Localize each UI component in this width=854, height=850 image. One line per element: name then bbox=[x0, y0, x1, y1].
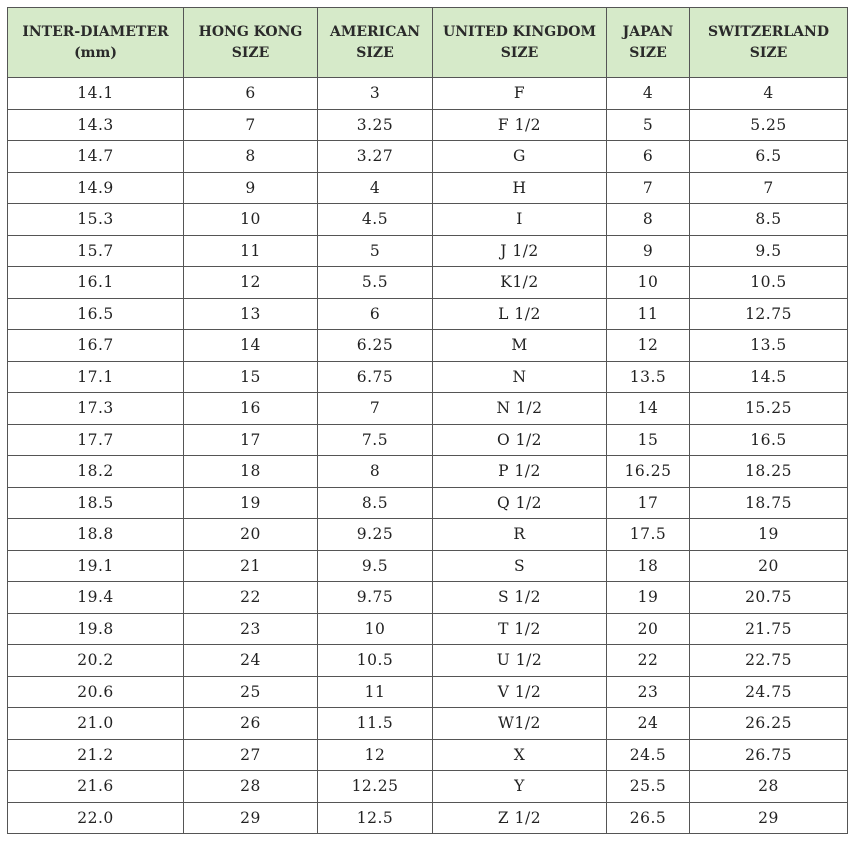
cell-japan: 4 bbox=[607, 78, 690, 110]
cell-japan: 9 bbox=[607, 235, 690, 267]
cell-hong-kong: 19 bbox=[184, 487, 318, 519]
table-body bbox=[8, 78, 848, 834]
cell-hong-kong: 20 bbox=[184, 519, 318, 551]
cell-hong-kong: 29 bbox=[184, 802, 318, 834]
cell-japan: 14 bbox=[607, 393, 690, 425]
cell-hong-kong: 6 bbox=[184, 78, 318, 110]
cell-japan: 24.5 bbox=[607, 739, 690, 771]
cell-switzerland: 26.75 bbox=[690, 739, 848, 771]
cell-inter-diameter: 21.2 bbox=[8, 739, 184, 771]
cell-american: 3 bbox=[318, 78, 433, 110]
cell-japan: 19 bbox=[607, 582, 690, 614]
cell-united-kingdom: S 1/2 bbox=[433, 582, 607, 614]
table-row bbox=[8, 298, 848, 330]
cell-hong-kong: 8 bbox=[184, 141, 318, 173]
cell-switzerland: 4 bbox=[690, 78, 848, 110]
cell-american: 9.75 bbox=[318, 582, 433, 614]
table-row bbox=[8, 802, 848, 834]
cell-united-kingdom: Y bbox=[433, 771, 607, 803]
header-row bbox=[8, 8, 848, 78]
cell-japan: 16.25 bbox=[607, 456, 690, 488]
cell-japan: 15 bbox=[607, 424, 690, 456]
cell-japan: 11 bbox=[607, 298, 690, 330]
table-row bbox=[8, 78, 848, 110]
cell-switzerland: 6.5 bbox=[690, 141, 848, 173]
cell-switzerland: 18.25 bbox=[690, 456, 848, 488]
header-american-size: AMERICAN SIZE bbox=[318, 8, 433, 78]
table-header bbox=[8, 8, 848, 78]
header-inter-diameter: INTER-DIAMETER (mm) bbox=[8, 8, 184, 78]
header-japan-size: JAPAN SIZE bbox=[607, 8, 690, 78]
table-row bbox=[8, 771, 848, 803]
cell-united-kingdom: F bbox=[433, 78, 607, 110]
cell-japan: 24 bbox=[607, 708, 690, 740]
cell-united-kingdom: V 1/2 bbox=[433, 676, 607, 708]
cell-hong-kong: 26 bbox=[184, 708, 318, 740]
cell-inter-diameter: 19.8 bbox=[8, 613, 184, 645]
cell-united-kingdom: O 1/2 bbox=[433, 424, 607, 456]
table-row bbox=[8, 582, 848, 614]
cell-american: 7.5 bbox=[318, 424, 433, 456]
cell-united-kingdom: G bbox=[433, 141, 607, 173]
header-switzerland-size: SWITZERLAND SIZE bbox=[690, 8, 848, 78]
cell-switzerland: 8.5 bbox=[690, 204, 848, 236]
table-row bbox=[8, 519, 848, 551]
cell-switzerland: 13.5 bbox=[690, 330, 848, 362]
cell-united-kingdom: J 1/2 bbox=[433, 235, 607, 267]
table-row bbox=[8, 708, 848, 740]
cell-inter-diameter: 21.6 bbox=[8, 771, 184, 803]
cell-united-kingdom: S bbox=[433, 550, 607, 582]
cell-united-kingdom: W1/2 bbox=[433, 708, 607, 740]
cell-switzerland: 16.5 bbox=[690, 424, 848, 456]
cell-hong-kong: 23 bbox=[184, 613, 318, 645]
cell-japan: 10 bbox=[607, 267, 690, 299]
cell-inter-diameter: 19.1 bbox=[8, 550, 184, 582]
cell-inter-diameter: 14.3 bbox=[8, 109, 184, 141]
cell-switzerland: 22.75 bbox=[690, 645, 848, 677]
cell-american: 12.5 bbox=[318, 802, 433, 834]
cell-switzerland: 26.25 bbox=[690, 708, 848, 740]
cell-switzerland: 12.75 bbox=[690, 298, 848, 330]
cell-united-kingdom: X bbox=[433, 739, 607, 771]
cell-switzerland: 9.5 bbox=[690, 235, 848, 267]
cell-japan: 6 bbox=[607, 141, 690, 173]
table-row bbox=[8, 330, 848, 362]
cell-inter-diameter: 19.4 bbox=[8, 582, 184, 614]
cell-american: 5.5 bbox=[318, 267, 433, 299]
cell-american: 11.5 bbox=[318, 708, 433, 740]
cell-japan: 17.5 bbox=[607, 519, 690, 551]
cell-united-kingdom: I bbox=[433, 204, 607, 236]
cell-japan: 7 bbox=[607, 172, 690, 204]
cell-hong-kong: 10 bbox=[184, 204, 318, 236]
table-row bbox=[8, 613, 848, 645]
cell-inter-diameter: 17.3 bbox=[8, 393, 184, 425]
cell-american: 6 bbox=[318, 298, 433, 330]
cell-american: 8 bbox=[318, 456, 433, 488]
cell-hong-kong: 14 bbox=[184, 330, 318, 362]
table-row bbox=[8, 172, 848, 204]
cell-united-kingdom: F 1/2 bbox=[433, 109, 607, 141]
cell-united-kingdom: M bbox=[433, 330, 607, 362]
table-row bbox=[8, 456, 848, 488]
table-row bbox=[8, 487, 848, 519]
cell-united-kingdom: T 1/2 bbox=[433, 613, 607, 645]
table-row bbox=[8, 267, 848, 299]
cell-united-kingdom: N bbox=[433, 361, 607, 393]
cell-united-kingdom: U 1/2 bbox=[433, 645, 607, 677]
cell-american: 3.25 bbox=[318, 109, 433, 141]
cell-inter-diameter: 22.0 bbox=[8, 802, 184, 834]
cell-inter-diameter: 21.0 bbox=[8, 708, 184, 740]
cell-japan: 18 bbox=[607, 550, 690, 582]
header-hong-kong-size: HONG KONG SIZE bbox=[184, 8, 318, 78]
cell-switzerland: 7 bbox=[690, 172, 848, 204]
cell-united-kingdom: K1/2 bbox=[433, 267, 607, 299]
cell-american: 12.25 bbox=[318, 771, 433, 803]
cell-inter-diameter: 16.1 bbox=[8, 267, 184, 299]
cell-hong-kong: 27 bbox=[184, 739, 318, 771]
cell-united-kingdom: Q 1/2 bbox=[433, 487, 607, 519]
cell-switzerland: 19 bbox=[690, 519, 848, 551]
cell-inter-diameter: 14.1 bbox=[8, 78, 184, 110]
cell-japan: 17 bbox=[607, 487, 690, 519]
cell-inter-diameter: 14.7 bbox=[8, 141, 184, 173]
cell-inter-diameter: 18.2 bbox=[8, 456, 184, 488]
cell-american: 7 bbox=[318, 393, 433, 425]
table-row bbox=[8, 676, 848, 708]
cell-hong-kong: 9 bbox=[184, 172, 318, 204]
cell-american: 10 bbox=[318, 613, 433, 645]
cell-switzerland: 15.25 bbox=[690, 393, 848, 425]
cell-japan: 8 bbox=[607, 204, 690, 236]
cell-japan: 26.5 bbox=[607, 802, 690, 834]
cell-american: 4.5 bbox=[318, 204, 433, 236]
cell-hong-kong: 25 bbox=[184, 676, 318, 708]
cell-hong-kong: 12 bbox=[184, 267, 318, 299]
cell-hong-kong: 7 bbox=[184, 109, 318, 141]
table-row bbox=[8, 645, 848, 677]
cell-united-kingdom: R bbox=[433, 519, 607, 551]
table-row bbox=[8, 204, 848, 236]
cell-hong-kong: 17 bbox=[184, 424, 318, 456]
cell-american: 5 bbox=[318, 235, 433, 267]
cell-switzerland: 14.5 bbox=[690, 361, 848, 393]
cell-hong-kong: 16 bbox=[184, 393, 318, 425]
cell-american: 8.5 bbox=[318, 487, 433, 519]
cell-hong-kong: 28 bbox=[184, 771, 318, 803]
cell-hong-kong: 15 bbox=[184, 361, 318, 393]
cell-hong-kong: 24 bbox=[184, 645, 318, 677]
cell-japan: 12 bbox=[607, 330, 690, 362]
cell-united-kingdom: H bbox=[433, 172, 607, 204]
cell-switzerland: 5.25 bbox=[690, 109, 848, 141]
table-row bbox=[8, 141, 848, 173]
cell-united-kingdom: N 1/2 bbox=[433, 393, 607, 425]
cell-american: 9.25 bbox=[318, 519, 433, 551]
cell-inter-diameter: 17.1 bbox=[8, 361, 184, 393]
cell-switzerland: 20 bbox=[690, 550, 848, 582]
cell-inter-diameter: 20.6 bbox=[8, 676, 184, 708]
cell-inter-diameter: 17.7 bbox=[8, 424, 184, 456]
cell-japan: 22 bbox=[607, 645, 690, 677]
table-row bbox=[8, 235, 848, 267]
cell-hong-kong: 22 bbox=[184, 582, 318, 614]
cell-american: 10.5 bbox=[318, 645, 433, 677]
table-row bbox=[8, 361, 848, 393]
cell-switzerland: 29 bbox=[690, 802, 848, 834]
cell-american: 11 bbox=[318, 676, 433, 708]
cell-japan: 20 bbox=[607, 613, 690, 645]
cell-united-kingdom: L 1/2 bbox=[433, 298, 607, 330]
ring-size-table bbox=[7, 7, 848, 834]
cell-japan: 5 bbox=[607, 109, 690, 141]
cell-american: 9.5 bbox=[318, 550, 433, 582]
cell-american: 3.27 bbox=[318, 141, 433, 173]
table-row bbox=[8, 739, 848, 771]
cell-inter-diameter: 18.8 bbox=[8, 519, 184, 551]
cell-inter-diameter: 20.2 bbox=[8, 645, 184, 677]
cell-united-kingdom: P 1/2 bbox=[433, 456, 607, 488]
cell-japan: 13.5 bbox=[607, 361, 690, 393]
cell-american: 4 bbox=[318, 172, 433, 204]
header-united-kingdom-size: UNITED KINGDOM SIZE bbox=[433, 8, 607, 78]
cell-american: 6.25 bbox=[318, 330, 433, 362]
cell-switzerland: 21.75 bbox=[690, 613, 848, 645]
cell-switzerland: 28 bbox=[690, 771, 848, 803]
table-row bbox=[8, 393, 848, 425]
cell-switzerland: 24.75 bbox=[690, 676, 848, 708]
cell-japan: 23 bbox=[607, 676, 690, 708]
cell-inter-diameter: 15.7 bbox=[8, 235, 184, 267]
cell-switzerland: 18.75 bbox=[690, 487, 848, 519]
cell-switzerland: 10.5 bbox=[690, 267, 848, 299]
cell-hong-kong: 18 bbox=[184, 456, 318, 488]
table-row bbox=[8, 550, 848, 582]
cell-inter-diameter: 16.5 bbox=[8, 298, 184, 330]
cell-switzerland: 20.75 bbox=[690, 582, 848, 614]
cell-american: 6.75 bbox=[318, 361, 433, 393]
table-row bbox=[8, 109, 848, 141]
cell-inter-diameter: 18.5 bbox=[8, 487, 184, 519]
cell-inter-diameter: 14.9 bbox=[8, 172, 184, 204]
cell-inter-diameter: 16.7 bbox=[8, 330, 184, 362]
table-row bbox=[8, 424, 848, 456]
cell-united-kingdom: Z 1/2 bbox=[433, 802, 607, 834]
cell-hong-kong: 13 bbox=[184, 298, 318, 330]
cell-hong-kong: 11 bbox=[184, 235, 318, 267]
cell-hong-kong: 21 bbox=[184, 550, 318, 582]
cell-japan: 25.5 bbox=[607, 771, 690, 803]
cell-american: 12 bbox=[318, 739, 433, 771]
cell-inter-diameter: 15.3 bbox=[8, 204, 184, 236]
